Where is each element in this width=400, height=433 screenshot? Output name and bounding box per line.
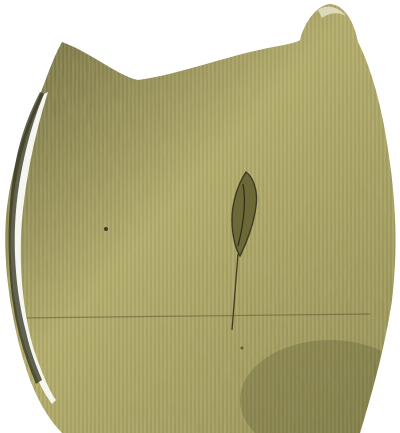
- pit-defect: [104, 227, 108, 231]
- pit-defect-small: [241, 347, 244, 350]
